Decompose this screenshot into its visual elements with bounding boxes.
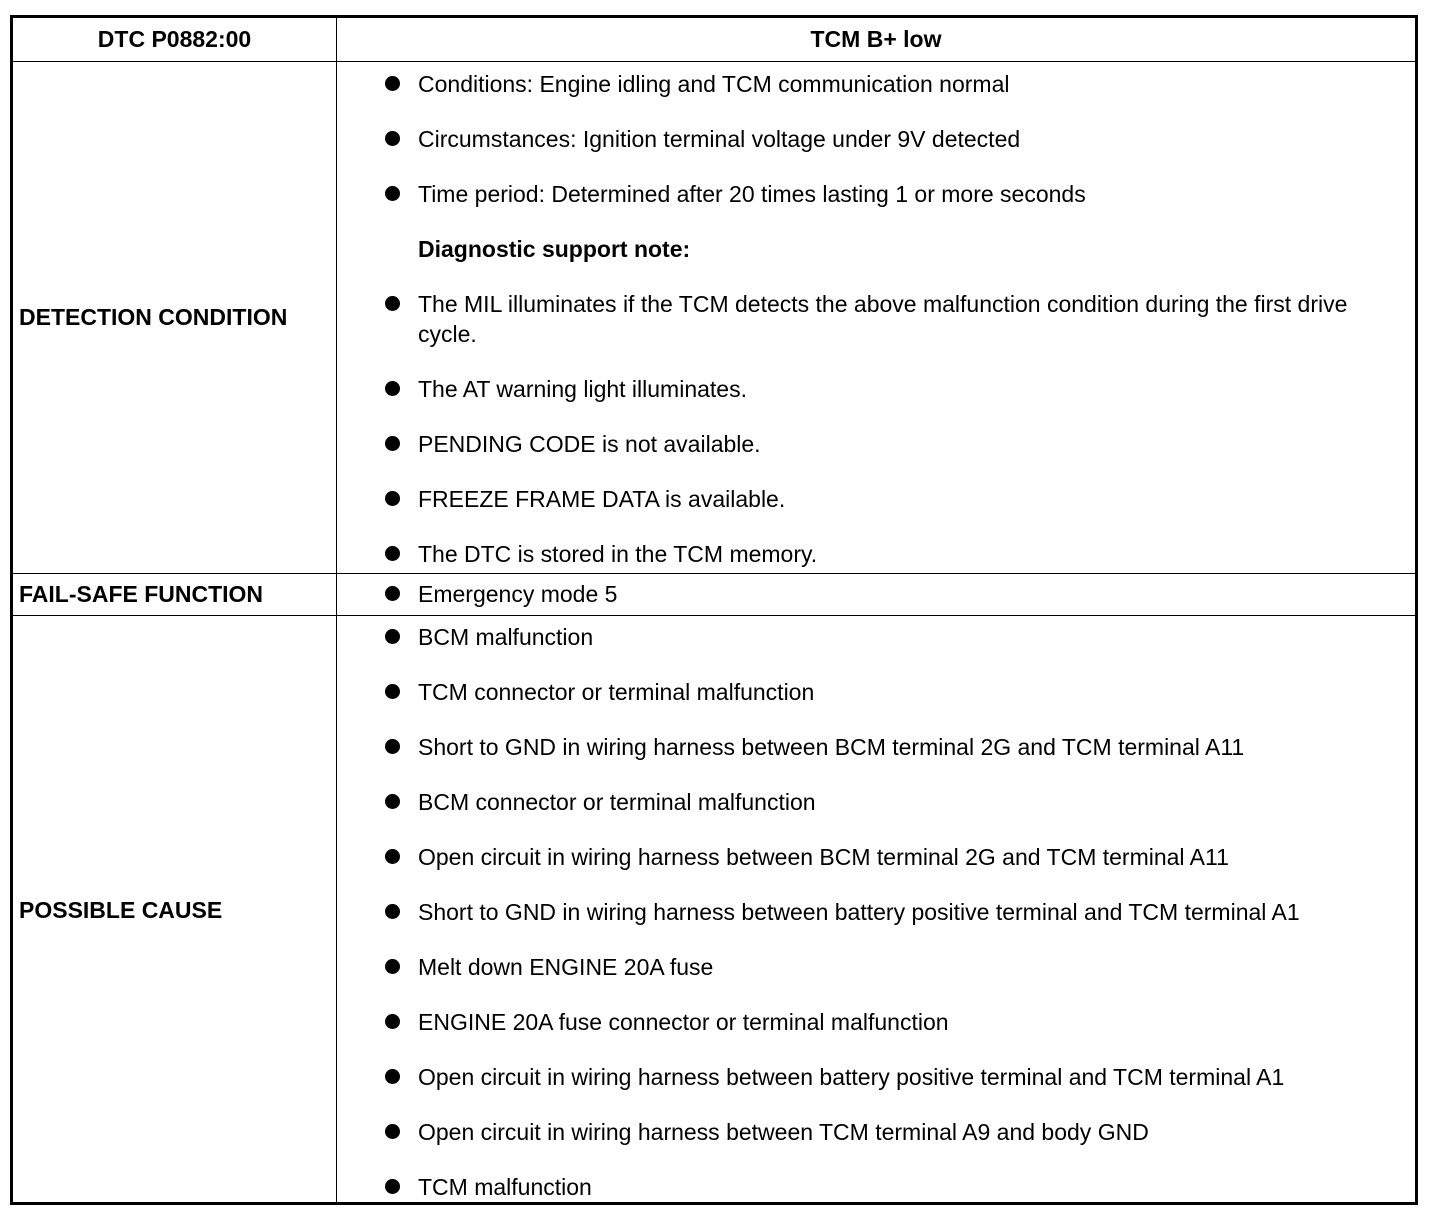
fail-safe-row xyxy=(13,573,1415,615)
bullet-icon xyxy=(385,959,400,974)
list-item-text: TCM malfunction xyxy=(418,1174,592,1200)
bullet-icon xyxy=(385,546,400,561)
list-item-text: Short to GND in wiring harness between BCM terminal 2G and TCM terminal A11 xyxy=(418,734,1245,760)
list-item-text: PENDING CODE is not available. xyxy=(418,431,761,457)
bullet-icon xyxy=(385,491,400,506)
note-heading: Diagnostic support note: xyxy=(418,236,691,262)
list-item-text: Open circuit in wiring harness between BCM terminal 2G and TCM terminal A11 xyxy=(418,844,1229,870)
bullet-icon xyxy=(385,904,400,919)
list-item-text: BCM malfunction xyxy=(418,624,594,650)
detection-condition-cell xyxy=(337,62,1415,573)
bullet-icon xyxy=(385,849,400,864)
list-item-text: The AT warning light illuminates. xyxy=(418,376,747,402)
detection-condition-label: DETECTION CONDITION xyxy=(13,62,337,573)
list-item-text: Time period: Determined after 20 times lasting 1 or more seconds xyxy=(418,181,1086,207)
bullet-icon xyxy=(385,76,400,91)
list-item-text: Short to GND in wiring harness between battery positive terminal and TCM terminal A1 xyxy=(418,899,1300,925)
possible-cause-cell xyxy=(337,616,1415,1205)
list-item-text: The MIL illuminates if the TCM detects the above malfunction condition during the first drive cycle. xyxy=(418,291,1348,347)
list-item-text: FREEZE FRAME DATA is available. xyxy=(418,486,786,512)
bullet-icon xyxy=(385,186,400,201)
bullet-icon xyxy=(385,1179,400,1194)
bullet-icon xyxy=(385,1014,400,1029)
bullet-icon xyxy=(385,739,400,754)
list-item-text: Circumstances: Ignition terminal voltage under 9V detected xyxy=(418,126,1021,152)
list-item-text: ENGINE 20A fuse connector or terminal malfunction xyxy=(418,1009,949,1035)
list-item-text: The DTC is stored in the TCM memory. xyxy=(418,541,818,567)
list-item-text: TCM connector or terminal malfunction xyxy=(418,679,815,705)
bullet-icon xyxy=(385,296,400,311)
bullet-icon xyxy=(385,1069,400,1084)
bullet-icon xyxy=(385,436,400,451)
bullet-icon xyxy=(385,794,400,809)
list-item-text: Emergency mode 5 xyxy=(418,581,618,607)
bullet-icon xyxy=(385,1124,400,1139)
bullet-icon xyxy=(385,684,400,699)
list-item-text: Open circuit in wiring harness between TCM terminal A9 and body GND xyxy=(418,1119,1149,1145)
possible-cause-row xyxy=(13,615,1415,1205)
list-item-text: BCM connector or terminal malfunction xyxy=(418,789,816,815)
header-row xyxy=(13,18,1415,61)
bullet-icon xyxy=(385,131,400,146)
list-item-text: Conditions: Engine idling and TCM communication normal xyxy=(418,71,1010,97)
fail-safe-label: FAIL-SAFE FUNCTION xyxy=(13,574,337,615)
list-item-text: Melt down ENGINE 20A fuse xyxy=(418,954,714,980)
bullet-icon xyxy=(385,586,400,601)
dtc-code: DTC P0882:00 xyxy=(13,18,337,61)
dtc-title: TCM B+ low xyxy=(810,26,942,52)
fail-safe-cell xyxy=(337,574,1415,615)
dtc-table xyxy=(10,15,1418,1205)
list-item-text: Open circuit in wiring harness between battery positive terminal and TCM terminal A1 xyxy=(418,1064,1285,1090)
bullet-icon xyxy=(385,629,400,644)
possible-cause-label: POSSIBLE CAUSE xyxy=(13,616,337,1205)
bullet-icon xyxy=(385,381,400,396)
detection-condition-row xyxy=(13,61,1415,573)
